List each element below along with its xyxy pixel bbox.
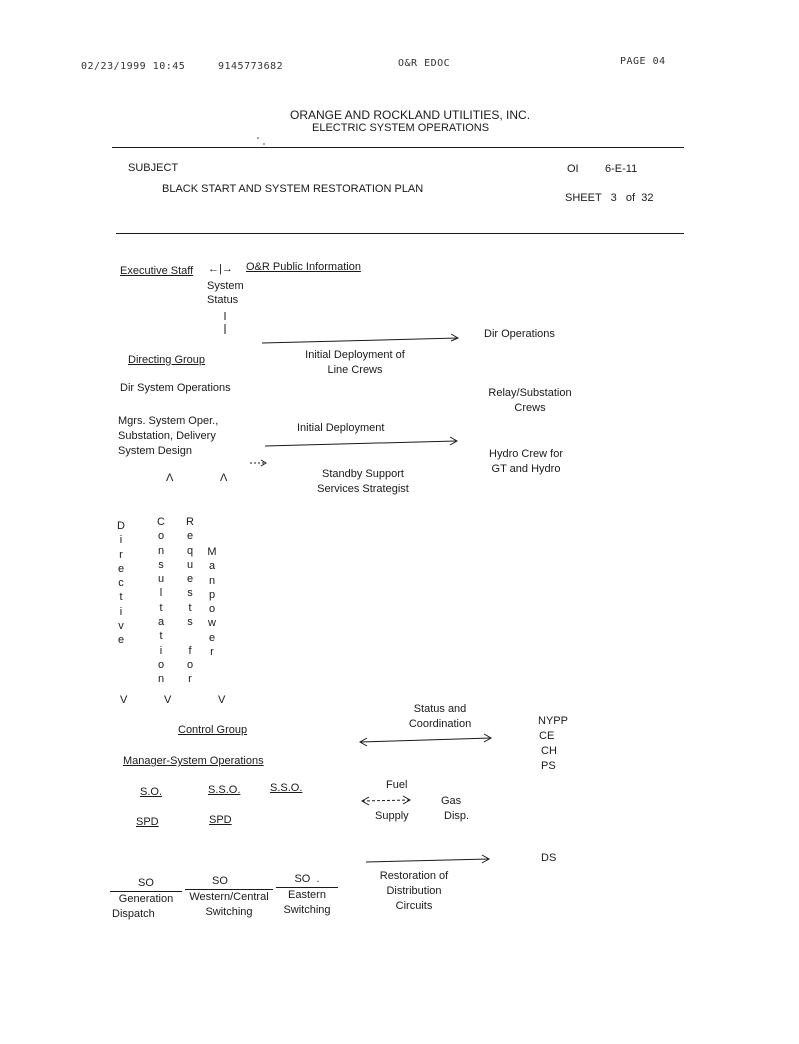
dir-operations-arrowhead bbox=[451, 334, 458, 341]
fax-datetime: 02/23/1999 10:45 bbox=[81, 61, 186, 72]
initial-deployment: Initial Deployment bbox=[297, 422, 385, 434]
vertical-letter: n bbox=[208, 574, 216, 587]
vertical-letter: s bbox=[187, 616, 193, 629]
public-information: O&R Public Information bbox=[246, 261, 361, 273]
vertical-letter: r bbox=[210, 646, 214, 659]
vertical-letter: f bbox=[188, 644, 192, 657]
manager-system-operations: Manager-System Operations bbox=[123, 755, 264, 767]
vertical-letter: o bbox=[157, 658, 165, 671]
sso-label-1: S.S.O. bbox=[208, 784, 241, 796]
vertical-letter: e bbox=[186, 573, 194, 586]
gas-dispatch: Gas Disp. bbox=[441, 795, 470, 822]
vertical-letter: u bbox=[157, 573, 165, 586]
restoration-distribution-circuits: Restoration of Distribution Circuits bbox=[379, 870, 449, 912]
subject-title: BLACK START AND SYSTEM RESTORATION PLAN bbox=[162, 183, 424, 195]
fax-sender: O&R EDOC bbox=[398, 58, 451, 69]
initial-deployment-line-crews: Initial Deployment of Line Crews bbox=[305, 349, 405, 376]
scan-speck bbox=[263, 143, 265, 145]
directing-group: Directing Group bbox=[128, 354, 206, 366]
status-coordination-arrow-line bbox=[360, 738, 491, 742]
ds-arrow-line bbox=[366, 859, 489, 862]
dir-system-operations: Dir System Operations bbox=[120, 382, 231, 394]
hydro-crew: Hydro Crew for GT and Hydro bbox=[489, 448, 563, 475]
sheet-number: SHEET 3 of 32 bbox=[565, 192, 654, 204]
fuel-label: Fuel bbox=[386, 779, 408, 791]
system-status: System Status bbox=[207, 280, 244, 306]
down-arrow-2: V bbox=[164, 694, 172, 706]
oi-label: OI bbox=[567, 163, 579, 175]
vertical-letter: n bbox=[157, 673, 165, 686]
hydro-crew-arrow-line bbox=[265, 441, 456, 446]
vertical-letter: n bbox=[157, 544, 165, 557]
so-label: S.O. bbox=[140, 786, 163, 798]
vertical-letter: u bbox=[186, 558, 194, 571]
up-arrow-1: Λ bbox=[166, 472, 174, 484]
vertical-letter: p bbox=[208, 588, 216, 601]
control-group: Control Group bbox=[178, 724, 248, 736]
vertical-letter: r bbox=[188, 673, 192, 686]
fax-number: 9145773682 bbox=[218, 61, 284, 72]
vertical-letter: e bbox=[208, 631, 216, 644]
vertical-letter: R bbox=[186, 516, 194, 528]
vertical-letter: o bbox=[186, 658, 194, 671]
scan-speck bbox=[257, 137, 259, 139]
spd-label-2: SPD bbox=[209, 814, 232, 826]
relay-substation-crews: Relay/Substation Crews bbox=[488, 387, 572, 414]
company-name: ORANGE AND ROCKLAND UTILITIES, INC. bbox=[290, 108, 531, 122]
vertical-letter: c bbox=[118, 577, 124, 590]
spd-label-1: SPD bbox=[136, 816, 159, 828]
dir-operations: Dir Operations bbox=[484, 328, 555, 340]
vertical-letter: a bbox=[208, 560, 216, 573]
vertical-letter: i bbox=[159, 644, 163, 657]
vertical-letter: o bbox=[157, 530, 165, 543]
supply-label: Supply bbox=[375, 810, 409, 822]
vertical-letter: C bbox=[157, 516, 165, 528]
subject-label: SUBJECT bbox=[128, 162, 179, 174]
vertical-letter: e bbox=[186, 530, 194, 543]
vertical-letter: a bbox=[157, 616, 165, 629]
vertical-letter: t bbox=[188, 601, 192, 614]
vertical-letter: r bbox=[119, 548, 123, 561]
status-coordination: Status and Coordination bbox=[408, 703, 472, 730]
ds-label: DS bbox=[541, 852, 557, 864]
fuel-arrow-line bbox=[362, 800, 410, 801]
so-western-central-switching: SO Western/Central Switching bbox=[185, 874, 273, 920]
so-eastern-switching: SO . Eastern Switching bbox=[276, 872, 338, 918]
standby-support: Standby Support Services Strategist bbox=[317, 468, 409, 495]
dir-operations-arrow-line bbox=[262, 338, 458, 343]
vertical-letter: i bbox=[119, 534, 123, 547]
vertical-letter: v bbox=[118, 620, 124, 633]
vertical-letter: D bbox=[117, 520, 125, 532]
vertical-letter: s bbox=[187, 587, 193, 600]
up-arrow-2: Λ bbox=[220, 472, 228, 484]
vertical-letter: t bbox=[159, 601, 163, 614]
executive-staff: Executive Staff bbox=[120, 265, 194, 277]
oi-number: 6-E-11 bbox=[605, 163, 638, 175]
fax-page: PAGE 04 bbox=[620, 56, 666, 67]
vertical-letter: e bbox=[117, 634, 125, 647]
vertical-letter: t bbox=[159, 630, 163, 643]
down-arrow-1: V bbox=[120, 694, 128, 706]
down-arrow-3: V bbox=[218, 694, 226, 706]
vertical-letter: o bbox=[208, 603, 216, 616]
vertical-letter: i bbox=[119, 605, 123, 618]
department-name: ELECTRIC SYSTEM OPERATIONS bbox=[312, 122, 490, 134]
vertical-letter: e bbox=[117, 562, 125, 575]
vertical-letter: w bbox=[208, 617, 216, 630]
vertical-letter: q bbox=[186, 544, 194, 557]
power-pool-list: NYPP CE CH PS bbox=[538, 715, 568, 772]
vertical-letter: t bbox=[119, 591, 123, 604]
vertical-letter: M bbox=[207, 546, 217, 558]
exchange-arrow: ←|→ bbox=[208, 263, 233, 275]
so-generation-dispatch: SO Generation Dispatch bbox=[108, 876, 184, 922]
sso-label-2: S.S.O. bbox=[270, 782, 303, 794]
mgrs-group: Mgrs. System Oper., Substation, Delivery System Design bbox=[118, 415, 219, 457]
vertical-letter: l bbox=[159, 587, 163, 600]
vertical-letter: s bbox=[158, 558, 164, 571]
